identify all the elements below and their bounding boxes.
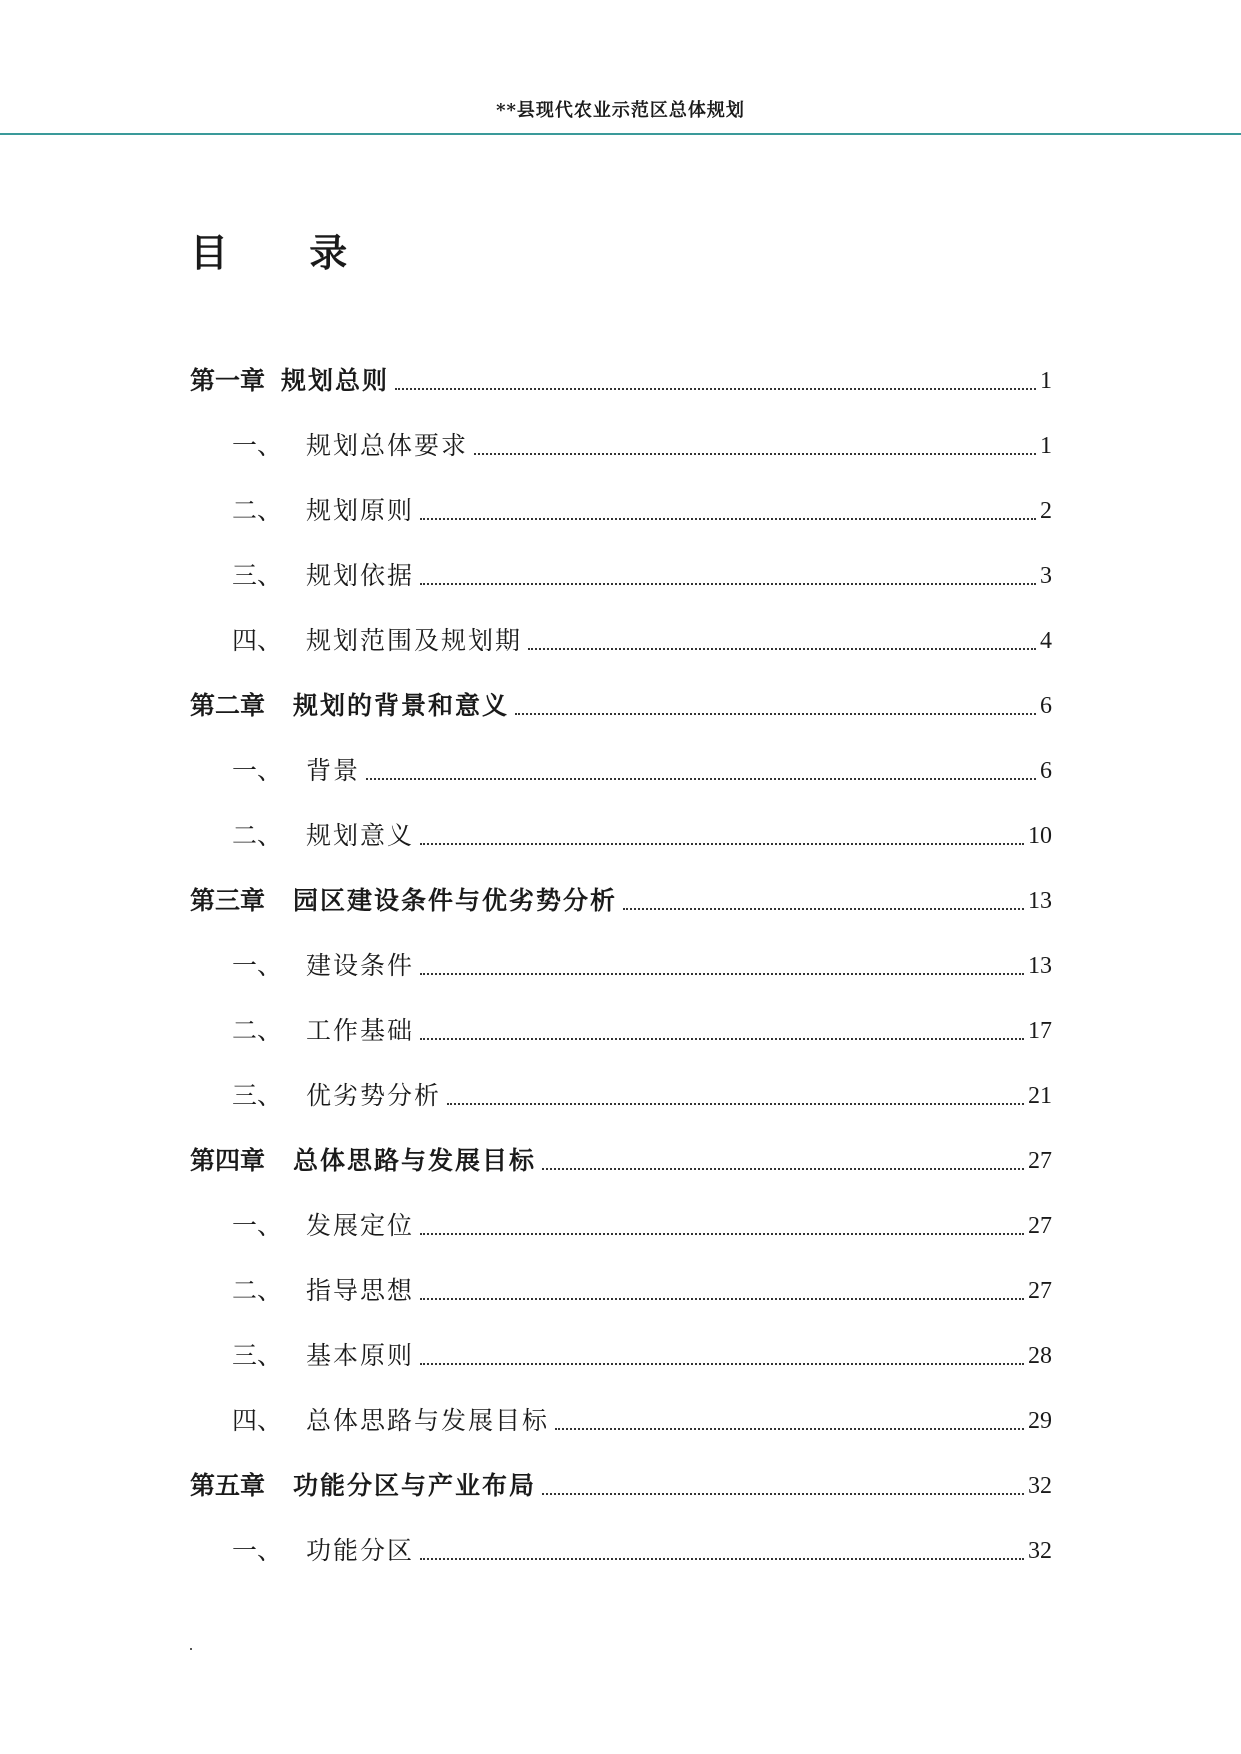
toc-entry-title: 功能分区 — [306, 1536, 415, 1565]
header-title: **县现代农业示范区总体规划 — [496, 100, 745, 121]
toc-entry-number: 一、 — [232, 1211, 283, 1240]
toc-page-number: 13 — [1028, 888, 1052, 914]
toc-dot-leader — [528, 648, 1036, 650]
toc-entry-number: 四、 — [232, 1406, 283, 1435]
toc-section-entry[interactable] — [232, 748, 1052, 788]
toc-entry-title: 规划的背景和意义 — [293, 691, 510, 720]
toc-page-number: 13 — [1028, 953, 1052, 979]
toc-page-number: 6 — [1040, 693, 1052, 719]
toc-entry-number: 四、 — [232, 626, 283, 655]
toc-entry-number: 第二章 — [190, 691, 266, 720]
toc-chapter-entry[interactable] — [190, 358, 1052, 398]
toc-page-number: 6 — [1040, 758, 1052, 784]
toc-section-entry[interactable] — [232, 1008, 1052, 1048]
toc-entry-title: 发展定位 — [306, 1211, 415, 1240]
toc-dot-leader — [515, 713, 1036, 715]
toc-chapter-entry[interactable] — [190, 683, 1052, 723]
toc-entry-number: 三、 — [232, 1341, 283, 1370]
toc-entry-title: 规划原则 — [306, 496, 415, 525]
toc-section-entry[interactable] — [232, 943, 1052, 983]
toc-entry-number: 二、 — [232, 1276, 283, 1305]
toc-page-number: 10 — [1028, 823, 1052, 849]
toc-page-number: 32 — [1028, 1473, 1052, 1499]
toc-section-entry[interactable] — [232, 1268, 1052, 1308]
toc-page-number: 21 — [1028, 1083, 1052, 1109]
toc-entry-number: 一、 — [232, 1536, 283, 1565]
toc-entry-number: 一、 — [232, 756, 283, 785]
toc-page-number: 4 — [1040, 628, 1052, 654]
toc-entry-title: 总体思路与发展目标 — [293, 1146, 537, 1175]
toc-dot-leader — [420, 973, 1024, 975]
toc-section-entry[interactable] — [232, 1203, 1052, 1243]
toc-chapter-entry[interactable] — [190, 1138, 1052, 1178]
toc-section-entry[interactable] — [232, 1528, 1052, 1568]
toc-entry-number: 第五章 — [190, 1471, 266, 1500]
toc-page-number: 27 — [1028, 1213, 1052, 1239]
toc-section-entry[interactable] — [232, 423, 1052, 463]
toc-entry-title: 功能分区与产业布局 — [293, 1471, 537, 1500]
toc-page-number: 32 — [1028, 1538, 1052, 1564]
footer-dot — [190, 1648, 192, 1650]
toc-entry-number: 一、 — [232, 431, 283, 460]
toc-section-entry[interactable] — [232, 553, 1052, 593]
toc-section-entry[interactable] — [232, 813, 1052, 853]
toc-entry-number: 第一章 — [190, 366, 266, 395]
toc-entry-title: 规划依据 — [306, 561, 415, 590]
toc-entry-title: 基本原则 — [306, 1341, 415, 1370]
toc-section-entry[interactable] — [232, 488, 1052, 528]
toc-entry-title: 总体思路与发展目标 — [306, 1406, 550, 1435]
toc-dot-leader — [623, 908, 1024, 910]
page-header — [0, 0, 1241, 135]
toc-dot-leader — [420, 1233, 1024, 1235]
toc-chapter-entry[interactable] — [190, 1463, 1052, 1503]
toc-dot-leader — [420, 518, 1036, 520]
toc-entry-number: 一、 — [232, 951, 283, 980]
toc-page-number: 3 — [1040, 563, 1052, 589]
toc-dot-leader — [420, 583, 1036, 585]
toc-entry-title: 建设条件 — [306, 951, 415, 980]
toc-dot-leader — [420, 843, 1024, 845]
toc-entry-number: 二、 — [232, 496, 283, 525]
toc-page-number: 1 — [1040, 368, 1052, 394]
toc-entry-number: 第四章 — [190, 1146, 266, 1175]
toc-page-number: 1 — [1040, 433, 1052, 459]
toc-chapter-entry[interactable] — [190, 878, 1052, 918]
toc-entry-number: 二、 — [232, 1016, 283, 1045]
toc-section-entry[interactable] — [232, 1073, 1052, 1113]
toc-page-number: 28 — [1028, 1343, 1052, 1369]
toc-entry-title: 背景 — [306, 756, 361, 785]
toc-section-entry[interactable] — [232, 1333, 1052, 1373]
toc-page-number: 2 — [1040, 498, 1052, 524]
toc-section-entry[interactable] — [232, 1398, 1052, 1438]
toc-entry-number: 三、 — [232, 561, 283, 590]
toc-entry-number: 第三章 — [190, 886, 266, 915]
toc-entry-number: 二、 — [232, 821, 283, 850]
toc-dot-leader — [555, 1428, 1024, 1430]
toc-dot-leader — [366, 778, 1036, 780]
toc-page-number: 27 — [1028, 1278, 1052, 1304]
toc-dot-leader — [542, 1493, 1024, 1495]
toc-page-number: 27 — [1028, 1148, 1052, 1174]
toc-entry-title: 指导思想 — [306, 1276, 415, 1305]
toc-entry-title: 规划范围及规划期 — [306, 626, 523, 655]
toc-dot-leader — [395, 388, 1036, 390]
toc-page-number: 29 — [1028, 1408, 1052, 1434]
toc-entry-title: 工作基础 — [306, 1016, 415, 1045]
toc-page-number: 17 — [1028, 1018, 1052, 1044]
toc-entry-number: 三、 — [232, 1081, 283, 1110]
toc-dot-leader — [447, 1103, 1024, 1105]
toc-entry-title: 园区建设条件与优劣势分析 — [293, 886, 618, 915]
toc-dot-leader — [420, 1038, 1024, 1040]
toc-section-entry[interactable] — [232, 618, 1052, 658]
toc-dot-leader — [420, 1363, 1024, 1365]
toc-entry-title: 规划意义 — [306, 821, 415, 850]
toc-entry-title: 优劣势分析 — [306, 1081, 442, 1110]
toc-dot-leader — [420, 1298, 1024, 1300]
toc-dot-leader — [542, 1168, 1024, 1170]
toc-dot-leader — [474, 453, 1036, 455]
toc-dot-leader — [420, 1558, 1024, 1560]
toc-heading: 目 录 — [190, 230, 382, 275]
toc-entry-title: 规划总则 — [281, 366, 390, 395]
toc-entry-title: 规划总体要求 — [306, 431, 469, 460]
